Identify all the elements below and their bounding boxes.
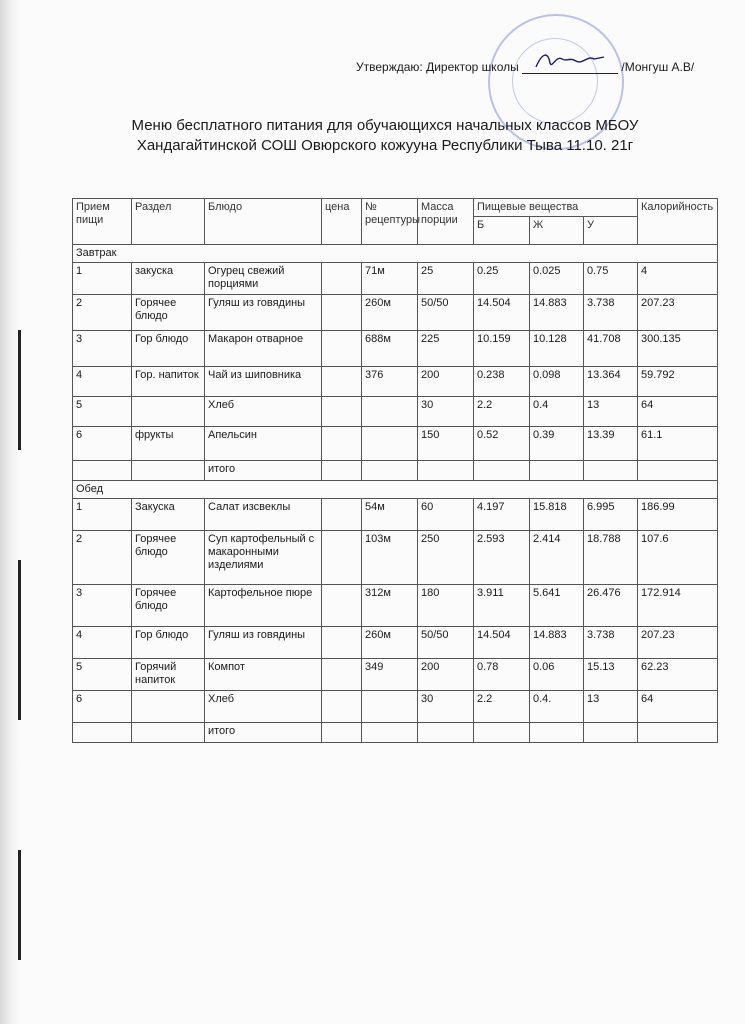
cell-n [73,461,132,481]
cell-kcal: 107.6 [638,531,718,585]
meal-label-row [73,481,718,499]
cell-u: 13 [584,691,638,723]
cell-zh: 10.128 [530,331,584,367]
cell-kcal: 61.1 [638,427,718,461]
cell-b: 0.78 [474,659,530,691]
cell-u: 26.476 [584,585,638,627]
cell-recipe: 71м [362,263,418,295]
table-row [73,331,718,367]
cell-mass: 180 [418,585,474,627]
meal-label: Завтрак [73,245,718,263]
cell-section: Гор. напиток [132,367,205,397]
cell-price [322,427,362,461]
cell-mass [418,461,474,481]
title-line: Меню бесплатного питания для обучающихся начальных классов МБОУ [131,117,639,134]
cell-n: 5 [73,397,132,427]
cell-recipe [362,427,418,461]
cell-section: Гор блюдо [132,331,205,367]
cell-zh: 0.06 [530,659,584,691]
cell-n: 6 [73,427,132,461]
header-nutrients: Пищевые вещества [474,199,638,217]
cell-b: 2.2 [474,691,530,723]
header-zh: Ж [530,217,584,245]
cell-mass: 30 [418,397,474,427]
signature [532,49,612,71]
cell-kcal: 64 [638,691,718,723]
cell-n: 3 [73,331,132,367]
total-row [73,723,718,743]
cell-u: 3.738 [584,627,638,659]
cell-zh: 14.883 [530,627,584,659]
table-row [73,531,718,585]
cell-price [322,295,362,331]
cell-b: 0.25 [474,263,530,295]
approval-line [356,60,694,74]
cell-b: 10.159 [474,331,530,367]
cell-kcal: 207.23 [638,627,718,659]
table-row [73,627,718,659]
header-section: Раздел [132,199,205,245]
cell-dish: Картофельное пюре [205,585,322,627]
meal-label-row [73,245,718,263]
cell-kcal: 207.23 [638,295,718,331]
cell-zh: 15.818 [530,499,584,531]
cell-n: 1 [73,263,132,295]
table-row [73,367,718,397]
cell-price [322,397,362,427]
cell-recipe: 103м [362,531,418,585]
cell-kcal: 4 [638,263,718,295]
cell-zh: 0.39 [530,427,584,461]
table-row [73,499,718,531]
cell-b: 4.197 [474,499,530,531]
cell-zh: 0.098 [530,367,584,397]
cell-section: Горячее блюдо [132,295,205,331]
cell-recipe: 688м [362,331,418,367]
page-title [90,116,680,156]
cell-mass: 200 [418,659,474,691]
table-body [73,245,718,743]
header-calories: Калорийность [638,199,718,245]
cell-n: 5 [73,659,132,691]
cell-b [474,461,530,481]
cell-section [132,723,205,743]
cell-recipe: 349 [362,659,418,691]
cell-recipe [362,723,418,743]
cell-u: 13.39 [584,427,638,461]
cell-section: закуска [132,263,205,295]
total-label: итого [205,723,322,743]
cell-mass: 50/50 [418,627,474,659]
scan-mark [18,560,21,720]
cell-zh: 5.641 [530,585,584,627]
cell-price [322,331,362,367]
cell-price [322,499,362,531]
cell-kcal: 300.135 [638,331,718,367]
cell-u: 41.708 [584,331,638,367]
table-row [73,397,718,427]
scan-mark [18,330,21,450]
cell-dish: Хлеб [205,691,322,723]
cell-n: 2 [73,295,132,331]
cell-n: 6 [73,691,132,723]
cell-b [474,723,530,743]
cell-recipe: 260м [362,627,418,659]
cell-price [322,585,362,627]
cell-section [132,397,205,427]
cell-recipe: 54м [362,499,418,531]
cell-recipe: 312м [362,585,418,627]
cell-kcal: 59.792 [638,367,718,397]
cell-section: Горячее блюдо [132,585,205,627]
cell-section [132,691,205,723]
cell-section [132,461,205,481]
cell-mass: 60 [418,499,474,531]
cell-u: 6.995 [584,499,638,531]
cell-mass: 50/50 [418,295,474,331]
title-line: Хандагайтинской СОШ Овюрского кожууна Республики Тыва 11.10. 21г [136,137,634,154]
cell-zh: 0.4. [530,691,584,723]
table-row [73,427,718,461]
cell-zh: 14.883 [530,295,584,331]
meal-label: Обед [73,481,718,499]
cell-n: 3 [73,585,132,627]
cell-u: 18.788 [584,531,638,585]
cell-section: Горячий напиток [132,659,205,691]
cell-recipe [362,397,418,427]
cell-dish: Суп картофельный с макаронными изделиями [205,531,322,585]
cell-recipe: 260м [362,295,418,331]
cell-kcal: 62.23 [638,659,718,691]
cell-price [322,659,362,691]
signature-line [522,61,618,74]
director-name: /Монгуш А.В/ [621,60,695,74]
cell-dish: Гуляш из говядины [205,295,322,331]
cell-recipe [362,691,418,723]
table-row [73,691,718,723]
cell-n [73,723,132,743]
table-row [73,295,718,331]
cell-dish: Огурец свежий порциями [205,263,322,295]
cell-mass: 200 [418,367,474,397]
cell-mass: 225 [418,331,474,367]
cell-zh: 0.025 [530,263,584,295]
table-row [73,659,718,691]
header-row [73,199,718,217]
menu-table [72,198,718,743]
cell-kcal [638,723,718,743]
cell-recipe [362,461,418,481]
table-row [73,263,718,295]
cell-zh: 0.4 [530,397,584,427]
cell-price [322,263,362,295]
cell-zh: 2.414 [530,531,584,585]
cell-u: 13.364 [584,367,638,397]
cell-zh [530,723,584,743]
cell-n: 4 [73,627,132,659]
header-u: У [584,217,638,245]
total-row [73,461,718,481]
scan-mark [18,850,21,960]
cell-n: 4 [73,367,132,397]
cell-section: Горячее блюдо [132,531,205,585]
cell-section: Гор блюдо [132,627,205,659]
header-recipe: № рецептуры [362,199,418,245]
cell-section: Закуска [132,499,205,531]
cell-dish: Гуляш из говядины [205,627,322,659]
cell-price [322,691,362,723]
header-meal: Прием пищи [73,199,132,245]
cell-mass [418,723,474,743]
cell-dish: Апельсин [205,427,322,461]
cell-b: 0.52 [474,427,530,461]
cell-n: 2 [73,531,132,585]
total-label: итого [205,461,322,481]
approval-text: Утверждаю: Директор школы [356,60,519,74]
cell-b: 3.911 [474,585,530,627]
cell-price [322,461,362,481]
cell-dish: Компот [205,659,322,691]
cell-u: 3.738 [584,295,638,331]
cell-kcal: 64 [638,397,718,427]
cell-price [322,723,362,743]
cell-mass: 250 [418,531,474,585]
cell-dish: Хлеб [205,397,322,427]
cell-dish: Чай из шиповника [205,367,322,397]
cell-u [584,461,638,481]
cell-b: 14.504 [474,627,530,659]
cell-mass: 25 [418,263,474,295]
header-mass: Масса порции [418,199,474,245]
cell-kcal: 172.914 [638,585,718,627]
cell-price [322,627,362,659]
header-price: цена [322,199,362,245]
header-dish: Блюдо [205,199,322,245]
cell-price [322,531,362,585]
cell-section: фрукты [132,427,205,461]
cell-recipe: 376 [362,367,418,397]
cell-b: 0.238 [474,367,530,397]
cell-b: 2.2 [474,397,530,427]
cell-u: 15.13 [584,659,638,691]
cell-price [322,367,362,397]
cell-u [584,723,638,743]
cell-dish: Макарон отварное [205,331,322,367]
cell-b: 2.593 [474,531,530,585]
cell-kcal: 186.99 [638,499,718,531]
cell-u: 13 [584,397,638,427]
cell-u: 0.75 [584,263,638,295]
cell-zh [530,461,584,481]
cell-mass: 150 [418,427,474,461]
header-b: Б [474,217,530,245]
cell-n: 1 [73,499,132,531]
cell-mass: 30 [418,691,474,723]
table-row [73,585,718,627]
cell-dish: Салат изсвеклы [205,499,322,531]
cell-kcal [638,461,718,481]
cell-b: 14.504 [474,295,530,331]
